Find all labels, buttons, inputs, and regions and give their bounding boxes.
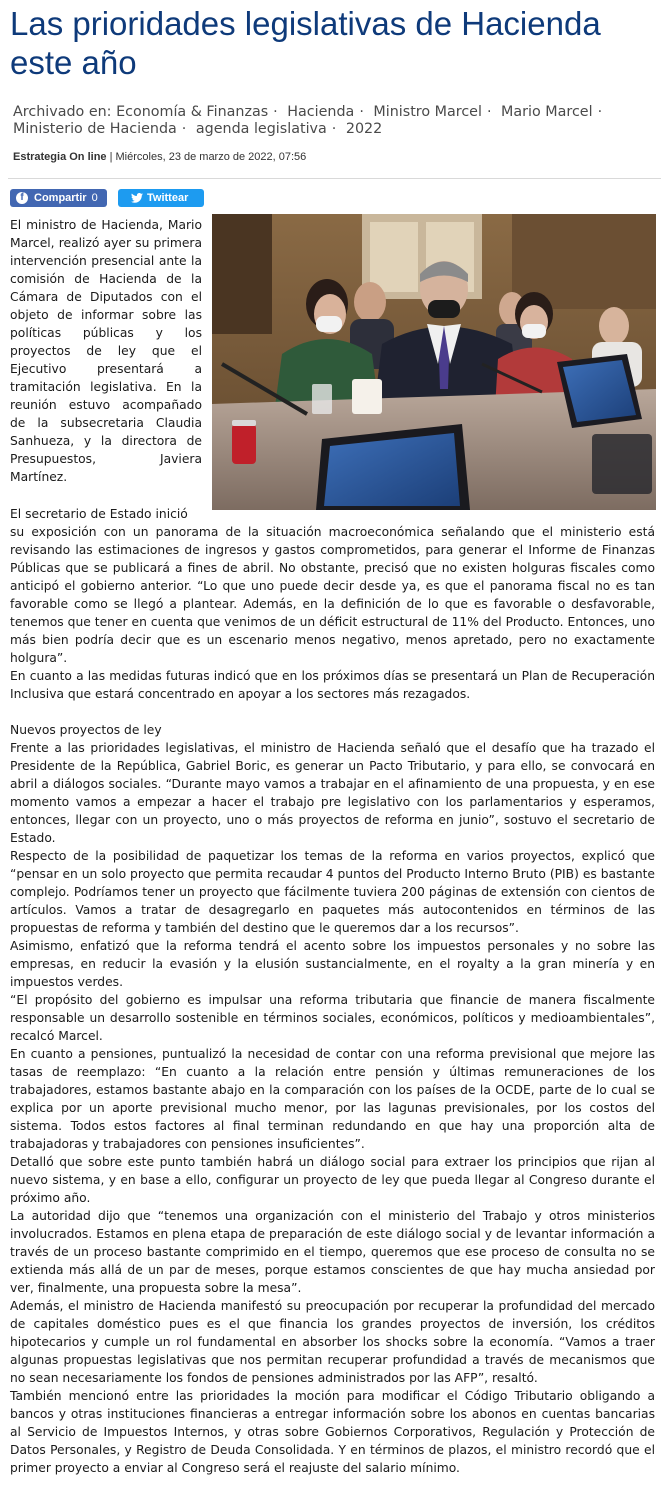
archive-label: Archivado en: [13,104,112,120]
tag-link[interactable]: Ministro Marcel [373,104,482,120]
section-subheading: Nuevos proyectos de ley [10,723,162,737]
body-paragraph: En cuanto a pensiones, puntualizó la necesidad de contar con una reforma previsional que mejore las tasas de reemplazo: “En cuanto a la relación entre pensión y últimas remuneraciones de los trabajadores, estamos bastante abajo en la comparación con los países de la OCDE, parte de lo cual se explica por un aporte previsional mucho menor, por las lagunas previsionales, por los costos del sistema. Todos estos factores al final terminan redundando en que hay una proporción alta de trabajadoras y trabajadores con pensiones insuficientes”. [10,1047,655,1151]
facebook-icon: f [16,192,28,204]
tag-separator: · [331,121,337,137]
body-text: su exposición con un panorama de la situación macroeconómica señalando que el ministerio está revisando las estimaciones de ingresos y gastos comprometidos, para generar el Informe de Finanzas Públicas que se publicará a fines de abril. No obstante, precisó que no existen holguras fiscales como anticipó el gobierno anterior. “Lo que uno puede decir desde ya, es que el panorama fiscal no es tan favorable como se llegó a plantear. Además, en la definición de lo que es favorable o desfavorable, tenemos que tener en cuenta que venimos de un déficit estructural de 11% del Producto. Entonces, uno más bien podría decir que es un escenario menos negativo, menos apretado, pero no exactamente holgura”. [10,525,655,665]
facebook-share-label: Compartir [34,192,87,204]
tag-link[interactable]: 2022 [345,121,383,137]
body-paragraph: “El propósito del gobierno es impulsar una reforma tributaria que financie de manera fiscalmente responsable un desarrollo sostenible en términos sociales, económicos, políticos y medioambientales”, recalcó Marcel. [10,993,655,1043]
byline-source: Estrategia On line [13,151,107,163]
article-photo-image [212,214,656,510]
tag-separator: · [486,104,492,120]
article-title: Las prioridades legislativas de Hacienda este año [10,5,601,81]
article-lead: El ministro de Hacienda, Mario Marcel, realizó ayer su primera intervención presencial ante la comisión de Hacienda de la Cámara de Diputados con el objeto de informar sobre las políticas públicas y los proyectos de ley que el Ejecutivo presentará a tramitación legislativa. En la reunión estuvo acompañado de la subsecretaria Claudia Sanhueza, y la directora de Presupuestos, Javiera Martínez. [10,218,202,484]
body-paragraph [10,505,655,667]
article-body [10,505,655,1477]
tag-link[interactable]: Ministerio de Hacienda [13,121,177,137]
article-photo [212,214,656,510]
tag-link[interactable]: Hacienda [287,104,355,120]
tag-link[interactable]: Mario Marcel [501,104,593,120]
paragraph-spacer [10,703,655,721]
facebook-share-button[interactable] [10,189,107,207]
body-paragraph: Frente a las prioridades legislativas, el ministro de Hacienda señaló que el desafío que ha trazado el Presidente de la República, Gabriel Boric, es generar un Pacto Tributario, y para ello, se convocará en abril a diálogos sociales. “Durante mayo vamos a trabajar en el afinamiento de una propuesta, y en ese momento vamos a empezar a hacer el trabajo pre legislativo con los parlamentarios y esperamos, entonces, llegar con un proyecto, uno o más proyectos de reforma en junio”, sostuvo el secretario de Estado. [10,741,655,845]
twitter-share-button[interactable] [118,189,204,207]
body-paragraph: También mencionó entre las prioridades la moción para modificar el Código Tributario obligando a bancos y otras instituciones financieras a entregar información sobre los abonos en cuentas bancarias al Servicio de Impuestos Internos, y otras sobre Gobiernos Corporativos, Regulación y Protección de Datos Personales, y Registro de Deuda Consolidada. Y en términos de plazos, el ministro recordó que el primer proyecto a enviar al Congreso será el reajuste del salario mínimo. [10,1389,655,1475]
lead-continuation: El secretario de Estado inició [10,507,188,521]
tag-link[interactable]: agenda legislativa [195,121,327,137]
byline-date: Miércoles, 23 de marzo de 2022, 07:56 [115,151,307,163]
body-paragraph: Asimismo, enfatizó que la reforma tendrá el acento sobre los impuestos personales y no sobre las empresas, en reducir la evasión y la elusión sustancialmente, en el royalty a la gran minería y en impuestos verdes. [10,939,655,989]
twitter-bird-icon [131,193,143,203]
tag-link[interactable]: Economía & Finanzas [116,104,269,120]
body-paragraph: Respecto de la posibilidad de paquetizar los temas de la reforma en varios proyectos, explicó que “pensar en un solo proyecto que permita recaudar 4 puntos del Producto Interno Bruto (PIB) es bastante complejo. Podríamos tener un proyecto que fácilmente tuviera 200 páginas de extensión con cientos de artículos. Vamos a tratar de desagregarlo en paquetes más autocontenidos en términos de las propuestas de reforma y también del destino que le queremos dar a los recursos”. [10,849,655,935]
tag-separator: · [597,104,603,120]
facebook-share-count: 0 [91,192,98,204]
archive-tags [13,104,661,138]
byline [13,151,306,163]
twitter-share-label: Twittear [147,192,189,204]
tag-separator: · [273,104,278,120]
byline-separator: | [109,151,113,163]
body-paragraph: La autoridad dijo que “tenemos una organización con el ministerio del Trabajo y otros ministerios involucrados. Estamos en plena etapa de preparación de este diálogo social y de levantar información a través de un proceso bastante comprimido en el tiempo, queremos que ese proceso de consulta no se extienda más allá de un par de meses, porque estamos conscientes de que hay mucha ansiedad por ver, finalmente, una propuesta sobre la mesa”. [10,1209,655,1295]
tag-separator: · [359,104,364,120]
tag-separator: · [181,121,187,137]
divider [8,178,661,179]
body-paragraph: Además, el ministro de Hacienda manifestó su preocupación por recuperar la profundidad del mercado de capitales doméstico pues es el que financia los grandes proyectos de inversión, los créditos hipotecarios y cumple un rol fundamental en absorber los shocks sobre la economía. “Vamos a traer algunas propuestas legislativas que nos permitan recuperar profundidad a través de mecanismos que no sean necesariamente los fondos de pensiones administrados por las AFP”, resaltó. [10,1299,655,1385]
body-paragraph: En cuanto a las medidas futuras indicó que en los próximos días se presentará un Plan de Recuperación Inclusiva que estará concentrado en apoyar a los sectores más rezagados. [10,669,655,701]
body-paragraph: Detalló que sobre este punto también habrá un diálogo social para extraer los principios que rijan al nuevo sistema, y en base a ello, configurar un proyecto de ley que pueda llegar al Congreso durante el próximo año. [10,1155,655,1205]
